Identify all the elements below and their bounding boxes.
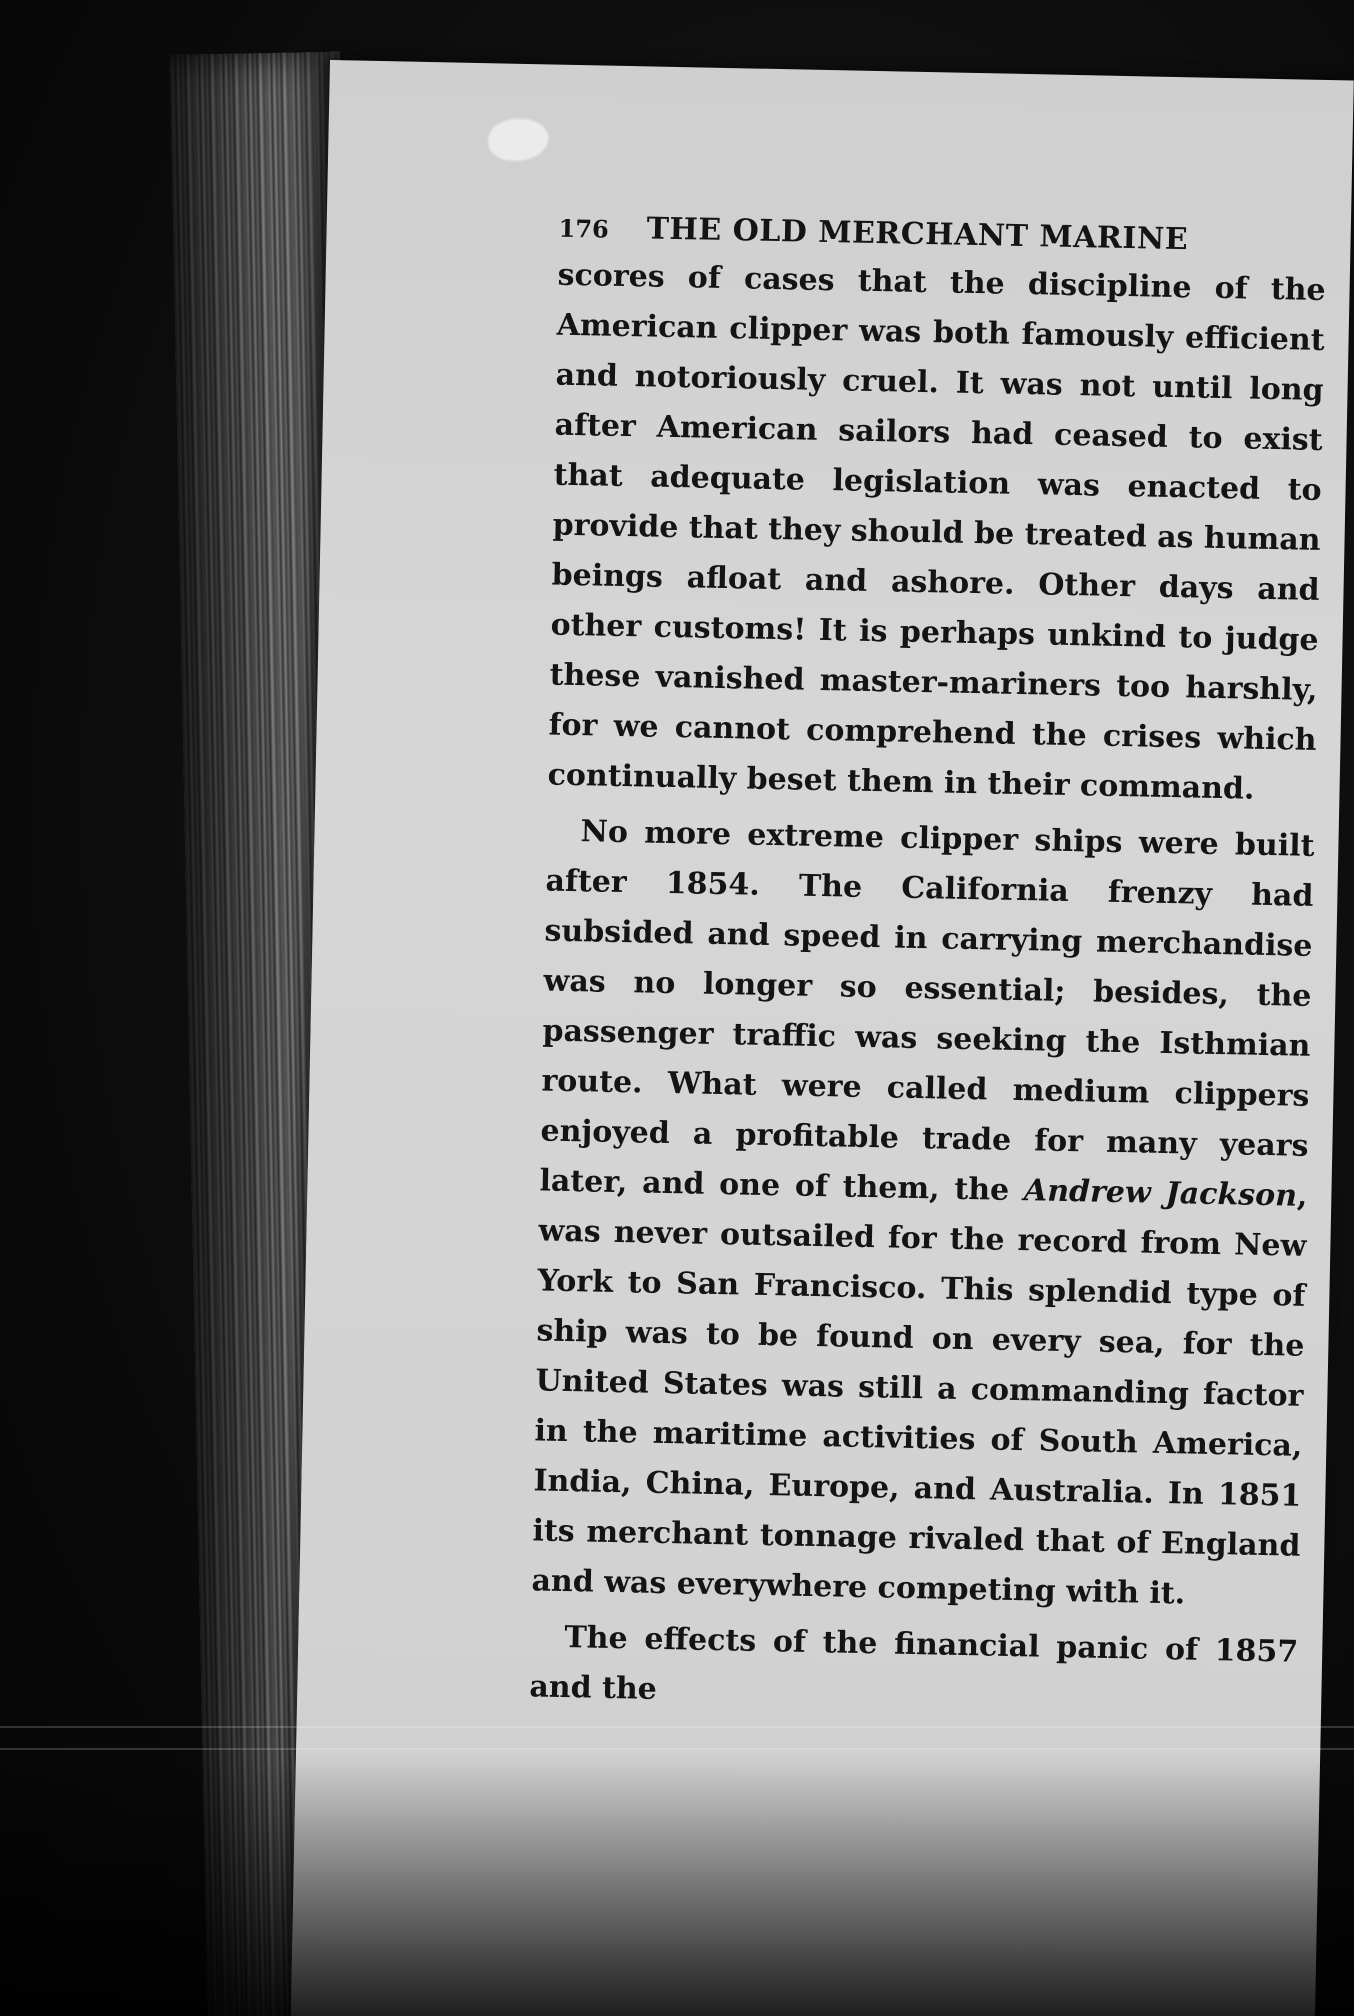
paragraph-2-text-start: No more extreme clipper ships were built after 1854. The California frenzy had subsided and speed in carrying merchandise was no longer so essential; besides, the passenger traffic was seeking the Isthmian route. What were called medium clippers enjoyed a profitable trade for many years later, and one of them, the (539, 814, 1315, 1209)
paragraph-1: scores of cases that the discipline of the American clipper was both famously efficient and notoriously cruel. It was not until long after American sailors had ceased to exist that adequate legislation was enacted to provide that they should be treated as human beings afloat and ashore. Other days and other customs! It is perhaps unkind to judge these vanished master-mariners too harshly, for we cannot comprehend the crises which continually beset them in their command. (547, 257, 1326, 807)
running-head: THE OLD MERCHANT MARINE (646, 211, 1189, 258)
paragraph-2 (531, 807, 1315, 1622)
bottom-shadow (0, 1756, 1354, 2016)
scan-artifact-line (0, 1748, 1354, 1750)
paragraph-2-text-end: , was never outsailed for the record from New York to San Francisco. This splendid type of ship was to be found on every sea, for the United States was still a commanding factor in the maritime activities of South America, India, China, Europe, and Australia. In 1851 its merchant tonnage rivaled that of England and was everywhere competing with it. (531, 1178, 1308, 1612)
paper-blot (488, 118, 549, 161)
scan-artifact-line (0, 1726, 1354, 1728)
paragraph-3: The effects of the financial panic of 1857 and the (529, 1620, 1299, 1707)
book-page (286, 60, 1354, 2016)
ship-name: Andrew Jackson (1023, 1173, 1298, 1214)
page-text-block (529, 210, 1327, 1728)
page-number: 176 (558, 213, 610, 244)
